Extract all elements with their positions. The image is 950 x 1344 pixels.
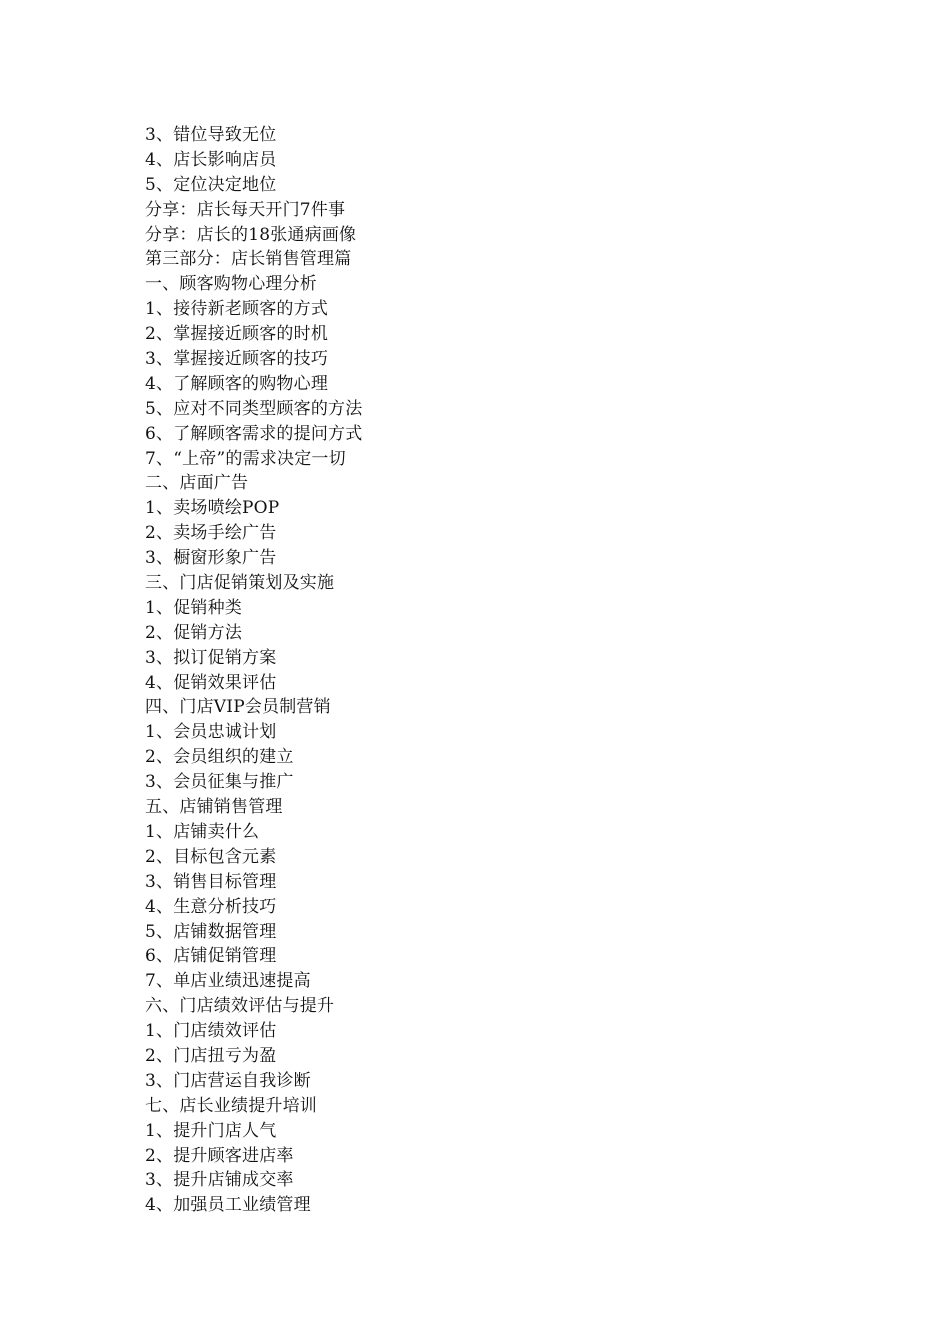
- section-heading-store-advertising: 二、店面广告: [145, 473, 249, 494]
- list-item: 7、“上帝”的需求决定一切: [145, 448, 346, 469]
- list-item: 4、了解顾客的购物心理: [145, 373, 329, 394]
- share-item-common-problems: 分享：店长的18张通病画像: [145, 224, 357, 245]
- list-item-错位导致无位: 3、错位导致无位: [145, 125, 277, 145]
- list-item: 6、店铺促销管理: [145, 946, 277, 967]
- list-item: 2、促销方法: [145, 622, 243, 643]
- section-heading-performance-evaluation: 六、门店绩效评估与提升: [145, 996, 335, 1017]
- list-item: 3、门店营运自我诊断: [145, 1070, 311, 1091]
- list-item: 2、门店扭亏为盈: [145, 1045, 277, 1066]
- list-item: 1、接待新老顾客的方式: [145, 299, 329, 320]
- list-item: 2、会员组织的建立: [145, 747, 294, 768]
- section-heading-vip-membership: 四、门店VIP会员制营销: [145, 697, 331, 718]
- list-item-定位决定地位: 5、定位决定地位: [145, 174, 277, 195]
- list-item: 1、提升门店人气: [145, 1120, 277, 1141]
- list-item: 3、提升店铺成交率: [145, 1170, 294, 1191]
- list-item: 1、门店绩效评估: [145, 1021, 277, 1042]
- list-item: 1、促销种类: [145, 597, 243, 618]
- list-item: 3、橱窗形象广告: [145, 548, 277, 569]
- list-item: 2、掌握接近顾客的时机: [145, 324, 329, 345]
- list-item: 3、掌握接近顾客的技巧: [145, 349, 329, 370]
- list-item: 2、卖场手绘广告: [145, 523, 277, 544]
- list-item: 4、促销效果评估: [145, 672, 277, 693]
- list-item-店长影响店员: 4、店长影响店员: [145, 149, 277, 170]
- list-item: 1、店铺卖什么: [145, 821, 260, 842]
- list-item: 5、应对不同类型顾客的方法: [145, 398, 363, 419]
- list-item: 4、生意分析技巧: [145, 896, 277, 917]
- part-heading-sales-management: 第三部分：店长销售管理篇: [145, 249, 352, 270]
- list-item: 7、单店业绩迅速提高: [145, 971, 311, 992]
- section-heading-customer-psychology: 一、顾客购物心理分析: [145, 274, 317, 295]
- document-body: [145, 123, 825, 1218]
- section-heading-performance-training: 七、店长业绩提升培训: [145, 1095, 317, 1116]
- section-heading-promotion-planning: 三、门店促销策划及实施: [145, 573, 335, 594]
- list-item: 3、会员征集与推广: [145, 772, 294, 793]
- list-item: 1、卖场喷绘POP: [145, 498, 280, 519]
- list-item: 3、拟订促销方案: [145, 647, 277, 668]
- share-item-opening-tasks: 分享：店长每天开门7件事: [145, 199, 346, 220]
- list-item: 6、了解顾客需求的提问方式: [145, 423, 363, 444]
- list-item: 2、提升顾客进店率: [145, 1145, 294, 1166]
- section-heading-store-sales-management: 五、店铺销售管理: [145, 797, 283, 818]
- list-item: 2、目标包含元素: [145, 846, 277, 867]
- list-item: 1、会员忠诚计划: [145, 722, 277, 743]
- list-item: 4、加强员工业绩管理: [145, 1195, 311, 1216]
- list-item: 3、销售目标管理: [145, 871, 277, 892]
- list-item: 5、店铺数据管理: [145, 921, 277, 942]
